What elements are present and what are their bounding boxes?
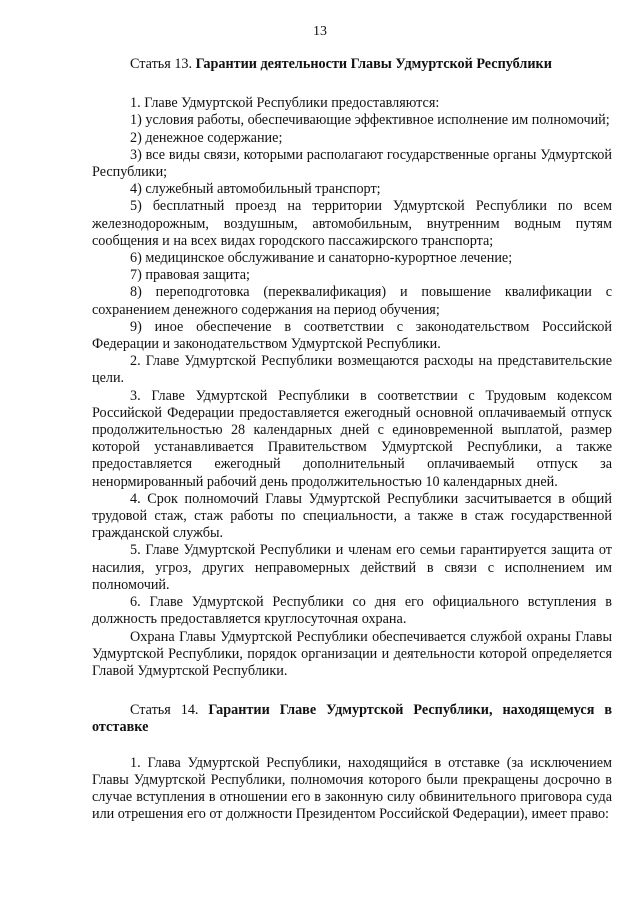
document-body xyxy=(92,56,612,823)
article-13-paragraph: 2. Главе Удмуртской Республики возмещаются расходы на представительские цели. xyxy=(92,353,612,387)
page-number: 13 xyxy=(313,24,327,39)
article-13-item: 9) иное обеспечение в соответствии с законодательством Российской Федерации и законодательством Удмуртской Республики. xyxy=(92,318,612,353)
article-13-item: 4) служебный автомобильный транспорт; xyxy=(130,181,381,198)
article-13-item: 2) денежное содержание; xyxy=(130,129,283,146)
article-13-paragraph: 5. Главе Удмуртской Республики и членам его семьи гарантируется защита от насилия, угроз, других неправомерных действий в связи с исполнением им полномочий. xyxy=(92,542,612,593)
article-13-paragraph: 6. Главе Удмуртской Республики со дня его официального вступления в должность предоставляется круглосуточная охрана. xyxy=(92,594,612,628)
article-13-item: 6) медицинское обслуживание и санаторно-курортное лечение; xyxy=(130,250,513,267)
article-13-paragraph: 1. Главе Удмуртской Республики предоставляются: xyxy=(130,95,440,112)
article-14-body xyxy=(92,755,612,824)
article-14-title: Гарантии Главе Удмуртской Республики, находящемуся в отставке xyxy=(92,702,612,736)
article-13-prefix: Статья 13. xyxy=(130,56,196,72)
article-13-paragraph: 4. Срок полномочий Главы Удмуртской Республики засчитывается в общий трудовой стаж, стаж работы по специальности, а также в стаж государственной гражданской службы. xyxy=(92,490,612,542)
article-13-item: 7) правовая защита; xyxy=(130,267,250,284)
article-13-paragraph: Охрана Главы Удмуртской Республики обеспечивается службой охраны Главы Удмуртской Республики, порядок организации и деятельности которой определяется Главой Удмуртской Республики. xyxy=(92,628,612,679)
article-13-title: Гарантии деятельности Главы Удмуртской Республики xyxy=(195,56,552,72)
article-14-paragraph: 1. Глава Удмуртской Республики, находящийся в отставке (за исключением Главы Удмуртской Республики, полномочия которого были прекращены досрочно в случае вступления в отношении его в законную силу обвинительного приговора суда или отрешения его от должности Президентом Российской Федерации), имеет право: xyxy=(92,754,612,823)
article-14-prefix: Статья 14. xyxy=(130,702,209,719)
article-13-item: 1) условия работы, обеспечивающие эффективное исполнение им полномочий; xyxy=(130,112,610,129)
article-14-heading xyxy=(92,702,612,736)
article-13-heading xyxy=(92,56,612,73)
article-13-paragraph: 3. Главе Удмуртской Республики в соответствии с Трудовым кодексом Российской Федерации предоставляется ежегодный основной оплачиваемый отпуск продолжительностью 28 календарных дней с единовременной выплатой, размер которой устанавливается Правительством Удмуртской Республики, а также предоставляется ежегодный дополнительный оплачиваемый отпуск за ненормированный рабочий день продолжительностью 10 календарных дней. xyxy=(92,387,612,490)
article-13-item: 5) бесплатный проезд на территории Удмуртской Республики по всем железнодорожным, воздушным, автомобильным, внутренним водным путям сообщения и на всех видах городского пассажирского транспорта; xyxy=(92,198,612,249)
article-13-body xyxy=(92,95,612,680)
article-13-item: 8) переподготовка (переквалификация) и повышение квалификации с сохранением денежного содержания на период обучения; xyxy=(92,284,612,318)
article-13-item: 3) все виды связи, которыми располагают государственные органы Удмуртской Республики; xyxy=(92,146,612,181)
